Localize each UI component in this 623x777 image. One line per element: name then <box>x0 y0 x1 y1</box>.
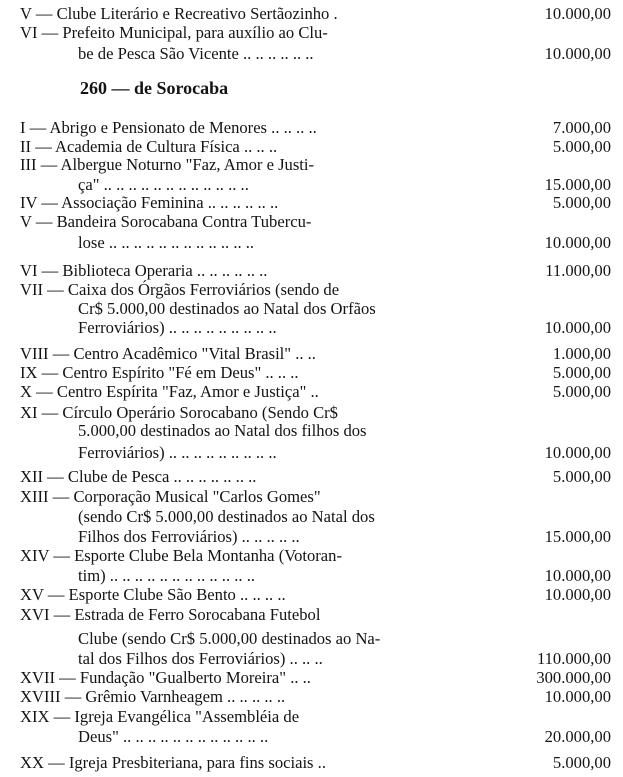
entry-text: XVI — Estrada de Ferro Sorocabana Futebol <box>20 605 321 624</box>
entry-text: Ferroviários) .. .. .. .. .. .. .. .. .. <box>78 318 277 337</box>
entry-amount: 1.000,00 <box>552 344 611 363</box>
entry-text: XV — Esporte Clube São Bento .. .. .. .. <box>20 585 286 604</box>
entry-text: IV — Associação Feminina .. .. .. .. .. .. <box>20 193 279 212</box>
entry-amount: 5.000,00 <box>552 382 611 401</box>
entry-text: IX — Centro Espírito "Fé em Deus" .. .. .. <box>20 363 299 382</box>
entry-text: X — Centro Espírita "Faz, Amor e Justiça" .. <box>20 382 319 401</box>
entry-text: XVIII — Grêmio Varnheagem .. .. .. .. .. <box>20 687 286 706</box>
entry-text: lose .. .. .. .. .. .. .. .. .. .. .. .. <box>78 233 255 252</box>
entry-text: Cr$ 5.000,00 destinados ao Natal dos Orfãos <box>78 299 376 318</box>
entry-amount: 110.000,00 <box>536 649 611 668</box>
entry-text: 5.000,00 destinados ao Natal dos filhos dos <box>78 421 367 440</box>
entry-text: tal dos Filhos dos Ferroviários) .. .. .. <box>78 649 323 668</box>
entry-text: Clube (sendo Cr$ 5.000,00 destinados ao Na- <box>78 629 381 648</box>
entry-amount: 10.000,00 <box>544 4 611 23</box>
entry-amount: 10.000,00 <box>544 687 611 706</box>
entry-amount: 5.000,00 <box>552 363 611 382</box>
entry-amount: 11.000,00 <box>545 261 611 280</box>
entry-amount: 15.000,00 <box>544 527 611 546</box>
entry-amount: 10.000,00 <box>544 44 611 63</box>
entry-text: VI — Prefeito Municipal, para auxílio ao Clu- <box>20 23 328 42</box>
entry-text: XX — Igreja Presbiteriana, para fins sociais .. <box>20 753 326 772</box>
entry-text: VII — Caixa dos Órgãos Ferroviários (sendo de <box>20 280 340 299</box>
entry-amount: 20.000,00 <box>544 727 611 746</box>
entry-amount: 5.000,00 <box>552 753 611 772</box>
entry-text: XII — Clube de Pesca .. .. .. .. .. .. .. <box>20 467 257 486</box>
entry-text: XIV — Esporte Clube Bela Montanha (Votoran- <box>20 546 342 565</box>
section-heading-text: 260 — de Sorocaba <box>80 78 229 98</box>
entry-text: (sendo Cr$ 5.000,00 destinados ao Natal dos <box>78 507 375 526</box>
entry-text: I — Abrigo e Pensionato de Menores .. .. .. .. <box>20 118 317 137</box>
entry-amount: 10.000,00 <box>544 585 611 604</box>
entry-text: tim) .. .. .. .. .. .. .. .. .. .. .. .. <box>78 566 255 585</box>
entry-amount: 7.000,00 <box>552 118 611 137</box>
entry-text: XI — Círculo Operário Sorocabano (Sendo Cr$ <box>20 403 338 422</box>
entry-text: Ferroviários) .. .. .. .. .. .. .. .. .. <box>78 443 277 462</box>
entry-amount: 10.000,00 <box>544 443 611 462</box>
entry-text: Deus" .. .. .. .. .. .. .. .. .. .. .. .. <box>78 727 269 746</box>
entry-amount: 5.000,00 <box>552 137 611 156</box>
entry-text: XIX — Igreja Evangélica "Assembléia de <box>20 707 300 726</box>
entry-text: VIII — Centro Acadêmico "Vital Brasil" .. .. <box>20 344 316 363</box>
entry-amount: 300.000,00 <box>536 668 611 687</box>
entry-amount: 15.000,00 <box>544 175 611 194</box>
entry-text: V — Clube Literário e Recreativo Sertãozinho . <box>20 4 338 23</box>
entry-text: ça" .. .. .. .. .. .. .. .. .. .. .. .. <box>78 175 249 194</box>
entry-text: II — Academia de Cultura Física .. .. .. <box>20 137 278 156</box>
entry-text: XVII — Fundação "Gualberto Moreira" .. .. <box>20 668 311 687</box>
entry-amount: 5.000,00 <box>552 193 611 212</box>
entry-text: Filhos dos Ferroviários) .. .. .. .. .. <box>78 527 300 546</box>
entry-text: VI — Biblioteca Operaria .. .. .. .. .. .. <box>20 261 268 280</box>
entry-text: be de Pesca São Vicente .. .. .. .. .. .. <box>78 44 314 63</box>
entry-text: XIII — Corporação Musical "Carlos Gomes" <box>20 487 321 506</box>
entry-amount: 10.000,00 <box>544 233 611 252</box>
entry-amount: 10.000,00 <box>544 318 611 337</box>
entry-text: III — Albergue Noturno "Faz, Amor e Justi- <box>20 155 315 174</box>
entry-text: V — Bandeira Sorocabana Contra Tubercu- <box>20 212 312 231</box>
entry-amount: 10.000,00 <box>544 566 611 585</box>
entry-amount: 5.000,00 <box>552 467 611 486</box>
